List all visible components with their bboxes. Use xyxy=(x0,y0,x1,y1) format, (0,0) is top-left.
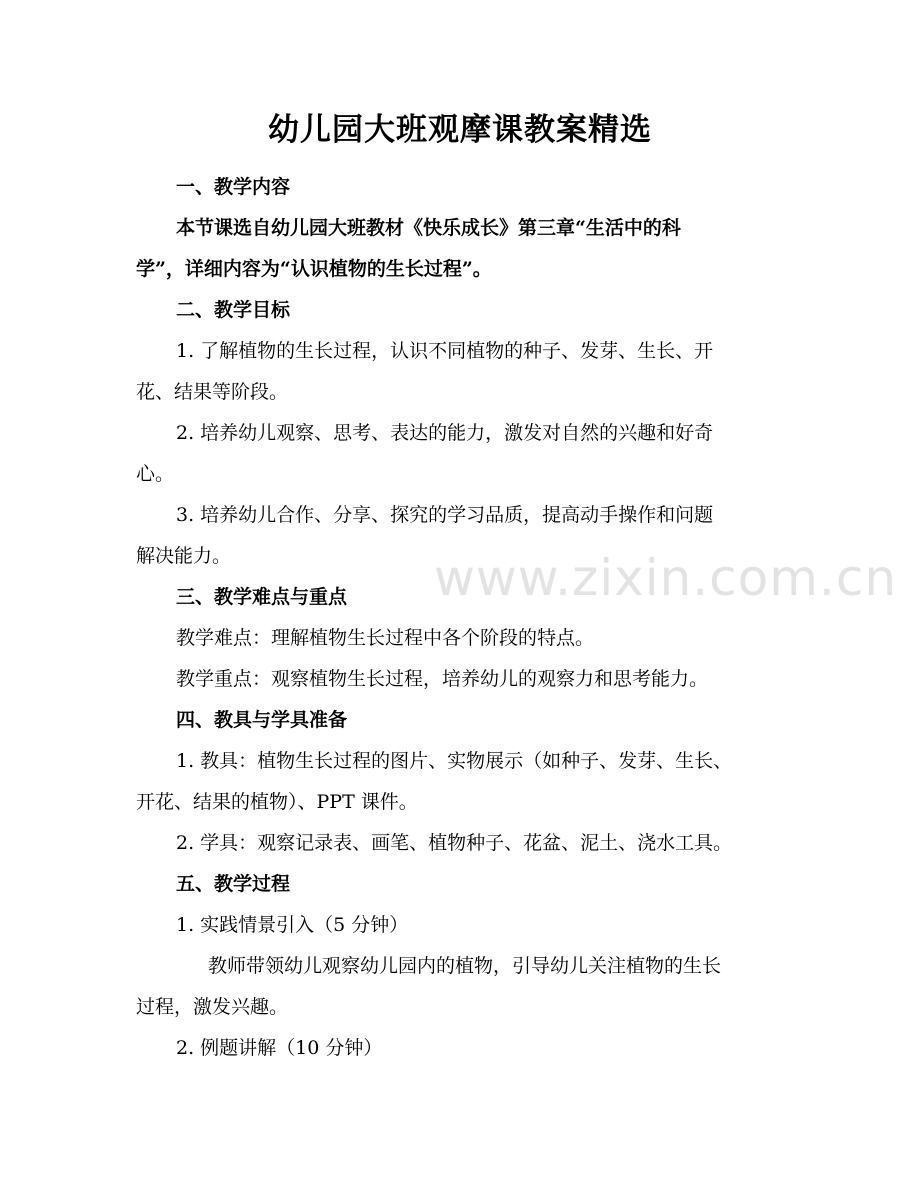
section-heading-materials: 四、教具与学具准备 xyxy=(176,709,348,731)
paragraph-line: 2. 例题讲解（10 分钟） xyxy=(176,1037,383,1059)
paragraph-line: 2. 学具：观察记录表、画笔、植物种子、花盆、泥土、浇水工具。 xyxy=(176,832,733,854)
paragraph-line: 心。 xyxy=(136,463,175,485)
paragraph-line: 3. 培养幼儿合作、分享、探究的学习品质，提高动手操作和问题 xyxy=(176,504,714,526)
watermark: www.zixin.com.cn xyxy=(434,549,898,607)
paragraph-line: 教学重点：观察植物生长过程，培养幼儿的观察力和思考能力。 xyxy=(176,668,709,690)
section-heading-process: 五、教学过程 xyxy=(176,873,291,895)
paragraph-line: 花、结果等阶段。 xyxy=(136,381,289,403)
paragraph-line: 教学难点：理解植物生长过程中各个阶段的特点。 xyxy=(176,627,595,649)
paragraph-line: 教师带领幼儿观察幼儿园内的植物，引导幼儿关注植物的生长 xyxy=(208,955,722,977)
section-heading-difficulties: 三、教学难点与重点 xyxy=(176,586,348,608)
section-heading-objectives: 二、教学目标 xyxy=(176,299,291,321)
section-heading-content: 一、教学内容 xyxy=(176,176,291,198)
paragraph-line: 1. 了解植物的生长过程，认识不同植物的种子、发芽、生长、开 xyxy=(176,340,714,362)
document-title: 幼儿园大班观摩课教案精选 xyxy=(268,112,652,148)
paragraph-line: 过程，激发兴趣。 xyxy=(136,996,289,1018)
paragraph-line: 1. 教具：植物生长过程的图片、实物展示（如种子、发芽、生长、 xyxy=(176,750,733,772)
paragraph-line: 本节课选自幼儿园大班教材《快乐成长》第三章“生活中的科 xyxy=(176,217,681,239)
paragraph-line: 1. 实践情景引入（5 分钟） xyxy=(176,914,409,936)
paragraph-line: 开花、结果的植物）、PPT 课件。 xyxy=(136,791,418,813)
paragraph-line: 学”，详细内容为“认识植物的生长过程”。 xyxy=(136,258,492,280)
paragraph-line: 解决能力。 xyxy=(136,545,232,567)
paragraph-line: 2. 培养幼儿观察、思考、表达的能力，激发对自然的兴趣和好奇 xyxy=(176,422,714,444)
